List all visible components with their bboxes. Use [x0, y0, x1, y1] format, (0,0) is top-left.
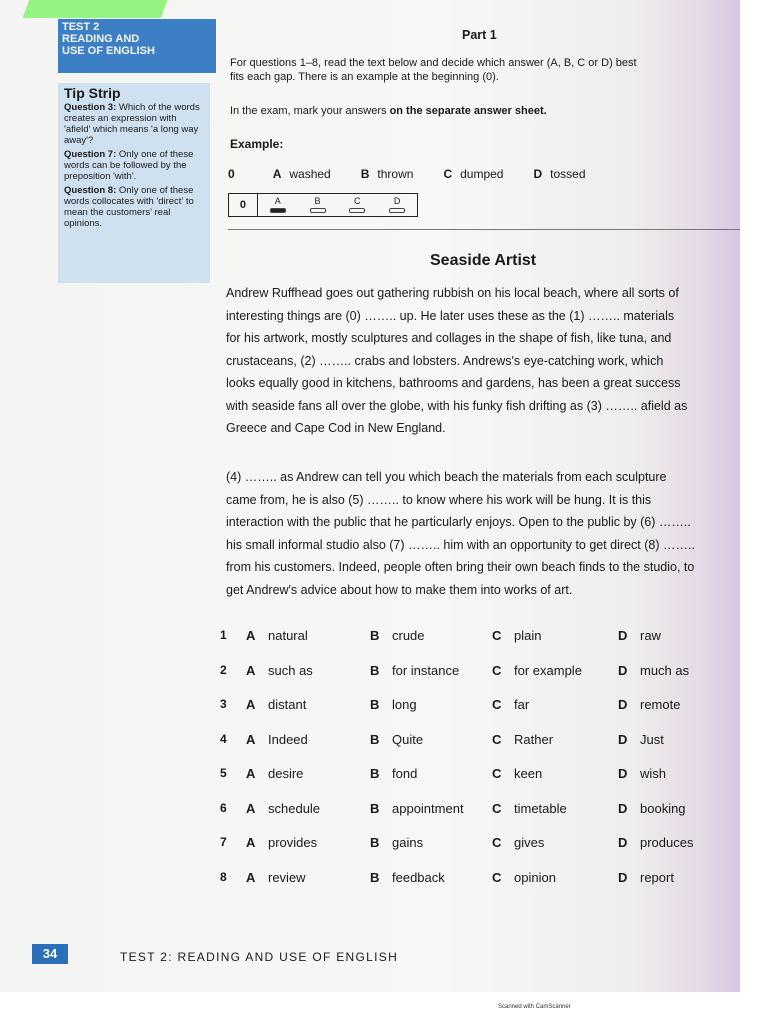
option-b: B fond	[370, 766, 418, 781]
paragraph-1	[226, 282, 740, 440]
part-title: Part 1	[462, 28, 497, 42]
option-c: C far	[492, 697, 530, 712]
option-c: C Rather	[492, 731, 554, 747]
option-c: C for example	[492, 662, 582, 678]
section-line-1: READING AND	[62, 33, 140, 45]
tip-item	[64, 149, 204, 182]
question-number: 7	[220, 835, 227, 849]
question-number: 8	[220, 869, 227, 884]
option-d: D report	[618, 869, 674, 885]
text-line: for his artwork, mostly sculptures and collages in the shape of fish, like tuna, and	[226, 331, 672, 345]
instructions	[230, 56, 740, 84]
option-c: C opinion	[492, 869, 556, 885]
option-d: D remote	[618, 697, 681, 712]
instructions-line-2: fits each gap. There is an example at the beginning (0).	[230, 71, 499, 83]
example-row	[228, 167, 616, 181]
example-option: A washed	[272, 167, 331, 181]
option-a: A Indeed	[246, 731, 308, 747]
text-line: interesting things are (0) …….. up. He later uses these as the (1) …….. materials	[226, 308, 675, 323]
tip-strip	[58, 83, 210, 283]
option-a: A such as	[246, 662, 313, 678]
text-line: Andrew Ruffhead goes out gathering rubbish on his local beach, where all sorts of	[226, 286, 679, 300]
example-option: D tossed	[533, 167, 586, 181]
option-d: D wish	[618, 766, 667, 781]
footer-title: TEST 2: READING AND USE OF ENGLISH	[120, 950, 399, 964]
option-d: D Just	[618, 731, 664, 747]
tip-text: Which of the words creates an expression with 'afield' which means 'a long way away'?	[64, 102, 200, 146]
option-d: D produces	[618, 835, 694, 850]
question-number: 6	[220, 800, 227, 815]
question-number: 1	[220, 628, 227, 642]
option-b: B crude	[370, 628, 425, 643]
answer-bubble-c: C	[337, 194, 377, 216]
option-b: B gains	[370, 835, 424, 850]
text-title: Seaside Artist	[430, 252, 537, 269]
tip-text: Only one of these words can be followed by the preposition 'with'.	[64, 149, 194, 182]
question-number: 3	[220, 697, 227, 711]
text-line: get Andrew's advice about how to make them into works of art.	[226, 582, 573, 597]
question-row	[220, 801, 740, 836]
option-c: C timetable	[492, 800, 567, 816]
section-line-2: USE OF ENGLISH	[62, 45, 155, 57]
option-b: B feedback	[370, 869, 445, 885]
option-b: B Quite	[370, 731, 424, 747]
option-c: C gives	[492, 835, 545, 850]
exam-instruction-bold: on the separate answer sheet.	[389, 105, 547, 117]
option-a: A schedule	[246, 800, 321, 816]
text-line: from his customers. Indeed, people often bring their own beach finds to the studio, to	[226, 560, 695, 574]
question-row	[220, 628, 740, 663]
scanner-watermark: Scanned with CamScanner	[498, 1004, 571, 1010]
option-a: A review	[246, 869, 306, 885]
question-number: 5	[220, 766, 227, 780]
option-a: A distant	[246, 697, 307, 712]
page-number: 34	[32, 944, 68, 964]
text-line: Greece and Cape Cod in New England.	[226, 421, 446, 435]
option-a: A provides	[246, 835, 318, 850]
tip-item	[64, 185, 204, 229]
text-line: came from, he is also (5) …….. to know where his work will be hung. It is this	[226, 492, 652, 507]
option-a: A desire	[246, 766, 304, 781]
question-number: 4	[220, 731, 227, 746]
option-b: B appointment	[370, 800, 464, 816]
text-line: with seaside fans all over the globe, with his funky fish drifting as (3) …….. afield as	[226, 398, 688, 413]
example-answer-box	[228, 193, 418, 217]
example-label: Example:	[230, 137, 284, 151]
answer-bubble-a: A	[258, 194, 298, 216]
text-line: crustaceans, (2) …….. crabs and lobsters. Andrews's eye-catching work, which	[226, 353, 664, 368]
text-line: (4) …….. as Andrew can tell you which beach the materials from each sculpture	[226, 470, 667, 484]
highlight-tape	[23, 0, 168, 18]
question-row	[220, 835, 740, 870]
question-row	[220, 870, 740, 905]
exam-instruction	[230, 104, 740, 118]
question-row	[220, 732, 740, 767]
option-c: C plain	[492, 628, 542, 643]
paragraph-2	[226, 466, 740, 601]
tip-question-label: Question 7:	[64, 149, 117, 160]
test-header-badge	[58, 19, 216, 73]
text-line: looks equally good in kitchens, bathrooms and gardens, has been a great success	[226, 376, 681, 390]
option-b: B for instance	[370, 662, 460, 678]
exam-instruction-text: In the exam, mark your answers	[230, 105, 390, 117]
tip-question-label: Question 3:	[64, 102, 117, 113]
tip-question-label: Question 8:	[64, 185, 117, 196]
option-d: D much as	[618, 662, 690, 678]
text-line: interaction with the public that he particularly enjoys. Open to the public by (6) ……..	[226, 515, 691, 529]
answer-options	[220, 628, 740, 904]
text-line: his small informal studio also (7) …….. him with an opportunity to get direct (8) ……..	[226, 537, 695, 552]
option-c: C keen	[492, 766, 543, 781]
example-option: C dumped	[443, 167, 504, 181]
option-a: A natural	[246, 628, 308, 643]
instructions-line-1: For questions 1–8, read the text below and decide which answer (A, B, C or D) best	[230, 57, 637, 69]
tip-text: Only one of these words collocates with 'direct' to mean the customers' real opinions.	[64, 185, 194, 229]
answer-bubble-b: B	[298, 194, 338, 216]
option-b: B long	[370, 697, 417, 712]
example-number: 0	[228, 167, 235, 181]
test-label: TEST 2	[62, 21, 100, 33]
answer-bubble-d: D	[377, 194, 417, 216]
example-option: B thrown	[360, 167, 414, 181]
question-row	[220, 697, 740, 732]
option-d: D raw	[618, 628, 661, 643]
question-number: 2	[220, 662, 227, 677]
question-row	[220, 663, 740, 698]
answer-box-number: 0	[229, 194, 258, 216]
tip-strip-title: Tip Strip	[64, 85, 121, 101]
tip-item	[64, 102, 204, 146]
section-divider	[228, 229, 740, 230]
option-d: D booking	[618, 800, 686, 816]
question-row	[220, 766, 740, 801]
